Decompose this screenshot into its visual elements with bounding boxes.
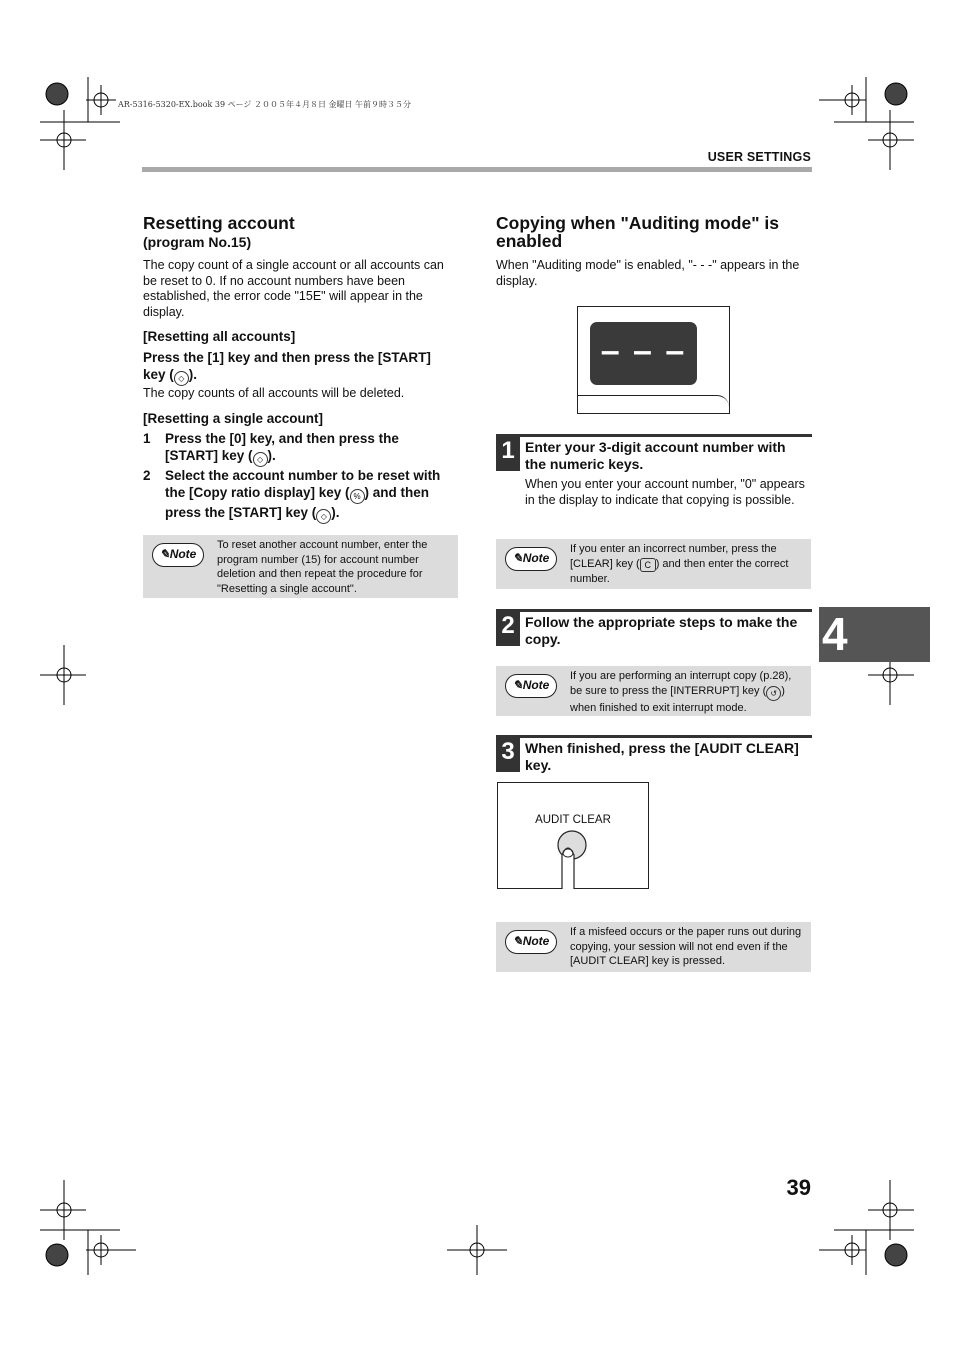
interrupt-key-icon: ↺ <box>766 686 781 701</box>
step1-title: Enter your 3-digit account number with the numeric keys. <box>525 439 786 472</box>
step2-title: Follow the appropriate steps to make the copy. <box>525 614 798 647</box>
left-note-text: To reset another account number, enter the program number (15) for account number deletion and then repeat the procedure for "Resetting a single account". <box>217 539 428 595</box>
step3-badge: 3 <box>496 735 520 772</box>
note3-box <box>496 922 811 972</box>
start-key-icon: ◇ <box>174 371 189 386</box>
left-title: Resetting account <box>143 213 295 233</box>
start-key-icon: ◇ <box>253 452 268 467</box>
reset-all-heading: [Resetting all accounts] <box>143 329 296 344</box>
note2-text: If you are performing an interrupt copy (p.28), be sure to press the [INTERRUPT] key ( ↺ ) when finished to exit interrupt mode. <box>570 670 792 714</box>
panel-edge <box>578 395 729 414</box>
left-intro: The copy count of a single account or all accounts can be reset to 0. If no account numbers have been established, the error code "15E" will appear in the display. <box>143 258 444 319</box>
note-icon: ✎Note <box>505 547 557 571</box>
note-icon: ✎Note <box>505 930 557 954</box>
chapter-number: 4 <box>822 608 848 660</box>
note3-text: If a misfeed occurs or the paper runs out during copying, your session will not end even if the [AUDIT CLEAR] key is pressed. <box>570 926 802 967</box>
step1-number: 1 <box>143 431 151 446</box>
step1-rule <box>496 434 812 437</box>
step1-badge: 1 <box>496 434 520 471</box>
reset-single-heading: [Resetting a single account] <box>143 411 324 426</box>
right-title: Copying when "Auditing mode" is enabled <box>496 213 779 251</box>
note-icon: ✎Note <box>505 674 557 698</box>
print-metadata: AR-5316-5320-EX.book 39 ページ ２００５年４月８日 金曜日 午前９時３５分 <box>118 100 412 109</box>
start-key-icon: ◇ <box>316 509 331 524</box>
left-subtitle: (program No.15) <box>143 234 252 250</box>
note1-text: If you enter an incorrect number, press the [CLEAR] key ( C ) and then enter the correct number. <box>570 543 789 585</box>
step1-body: When you enter your account number, "0" appears in the display to indicate that copying is possible. <box>525 477 805 507</box>
display-panel-illustration <box>577 306 730 414</box>
lcd-display: – – – <box>590 322 697 385</box>
page-number: 39 <box>786 1175 811 1200</box>
audit-clear-illustration <box>497 782 649 889</box>
left-note-box <box>143 535 458 598</box>
step2-rule <box>496 609 812 612</box>
right-intro: When "Auditing mode" is enabled, "- - -" appears in the display. <box>496 258 800 288</box>
reset-all-result: The copy counts of all accounts will be deleted. <box>143 386 405 400</box>
note1-box <box>496 539 811 589</box>
step2-badge: 2 <box>496 609 520 646</box>
note-icon: ✎Note <box>152 543 204 567</box>
step3-title: When finished, press the [AUDIT CLEAR] key. <box>525 740 799 773</box>
step3-rule <box>496 735 812 738</box>
reset-all-instruction: Press the [1] key and then press the [START] key ( ◇ ). <box>143 349 459 386</box>
header-rule <box>142 167 812 172</box>
section-header: USER SETTINGS <box>707 150 811 164</box>
audit-clear-label: AUDIT CLEAR <box>535 814 611 826</box>
reset-single-step1: Press the [0] key, and then press the [START] key ( ◇ ). <box>165 430 459 467</box>
step2-number: 2 <box>143 468 151 483</box>
finger-press-icon <box>548 829 598 889</box>
note2-box <box>496 666 811 716</box>
copy-ratio-key-icon: % <box>350 489 365 504</box>
clear-key-icon: C <box>640 558 656 572</box>
reset-single-step2: Select the account number to be reset with the [Copy ratio display] key ( % ) and then press the [START] key ( ◇ ). <box>165 467 459 524</box>
